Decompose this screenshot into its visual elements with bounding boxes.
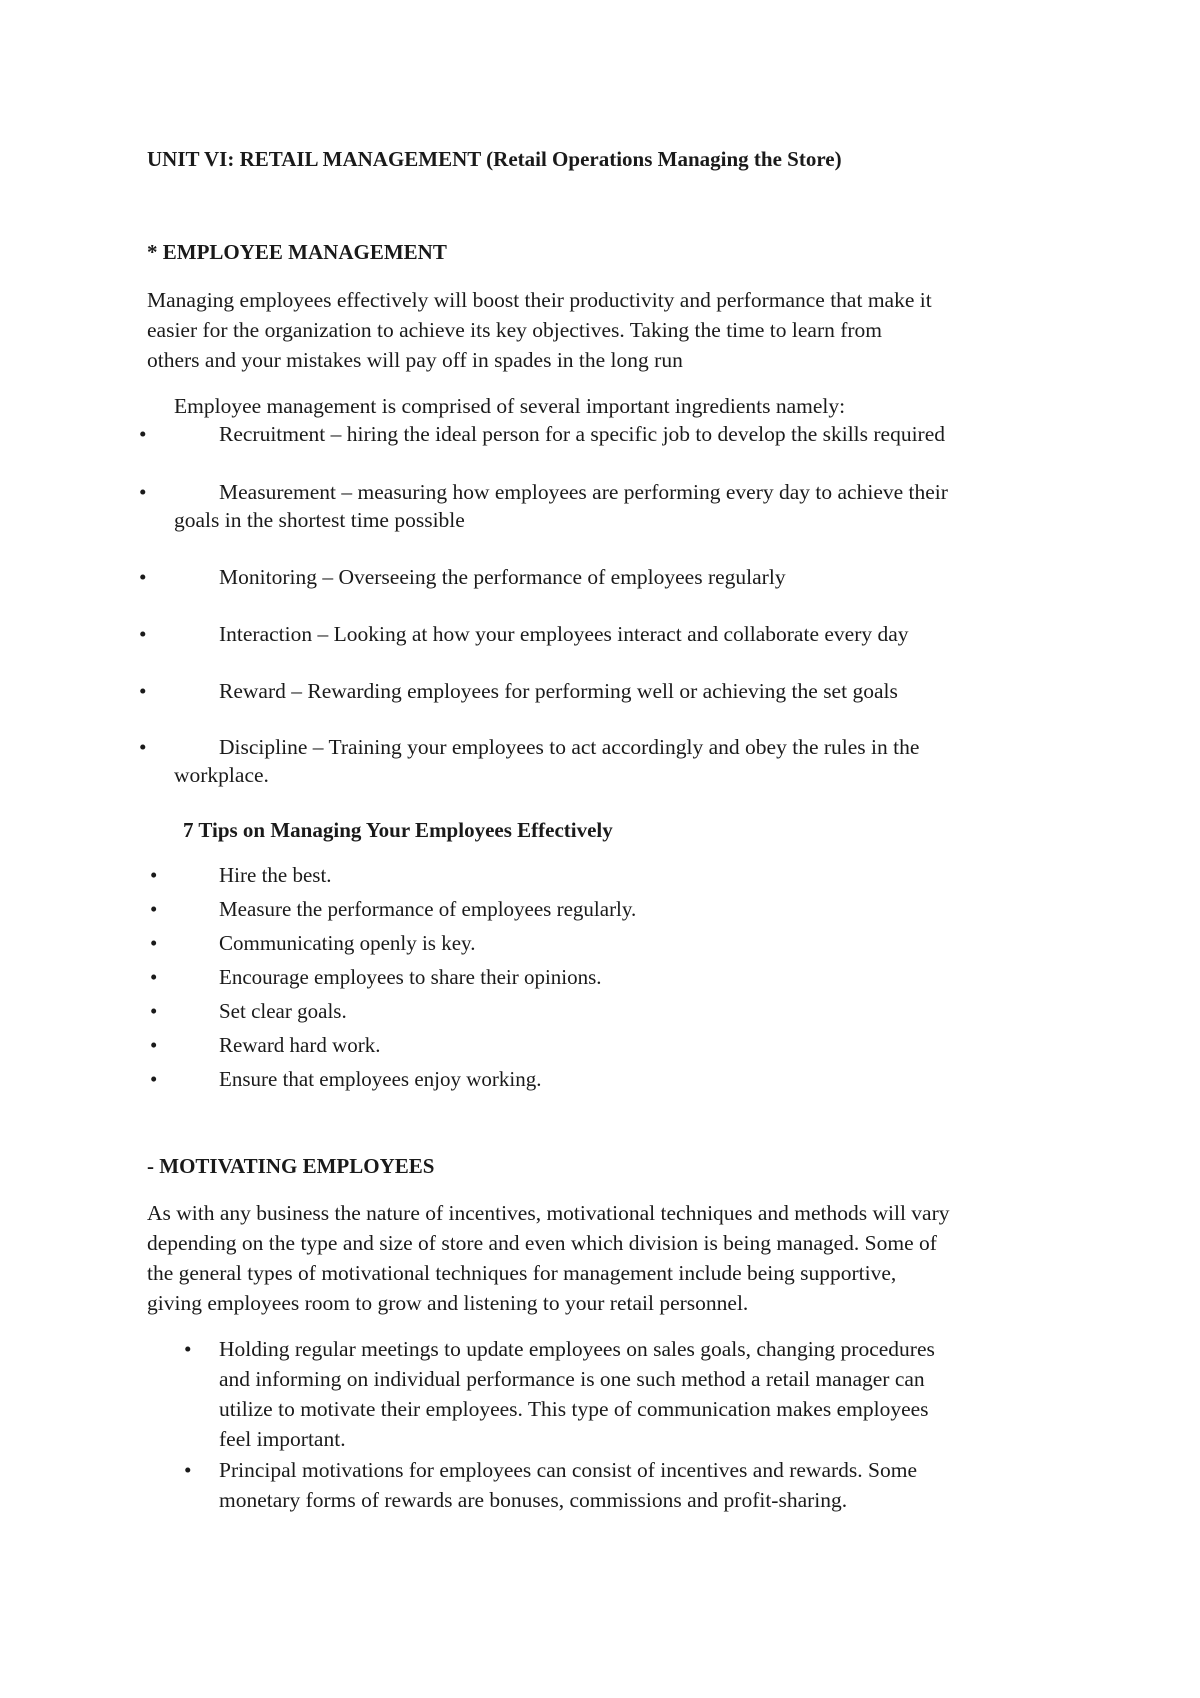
bullet-icon: • <box>150 1033 158 1057</box>
paragraph-line: others and your mistakes will pay off in spades in the long run <box>147 348 683 372</box>
document-title: UNIT VI: RETAIL MANAGEMENT (Retail Operations Managing the Store) <box>147 147 842 171</box>
bullet-icon: • <box>139 565 147 589</box>
bullet-line: feel important. <box>219 1427 346 1451</box>
bullet-icon: • <box>150 897 158 921</box>
bullet-icon: • <box>184 1337 192 1361</box>
bullet-line: Principal motivations for employees can consist of incentives and rewards. Some <box>219 1458 917 1482</box>
paragraph-line: depending on the type and size of store and even which division is being managed. Some of <box>147 1231 937 1255</box>
bullet-line: monetary forms of rewards are bonuses, commissions and profit-sharing. <box>219 1488 848 1512</box>
tip-text: Hire the best. <box>219 863 332 887</box>
bullet-icon: • <box>150 999 158 1023</box>
bullet-line: and informing on individual performance is one such method a retail manager can <box>219 1367 925 1391</box>
bullet-icon: • <box>139 622 147 646</box>
ingredients-intro: Employee management is comprised of several important ingredients namely: <box>174 394 846 418</box>
tip-text: Measure the performance of employees regularly. <box>219 897 637 921</box>
ingredient-text: Monitoring – Overseeing the performance of employees regularly <box>219 565 786 589</box>
bullet-icon: • <box>139 735 147 759</box>
motivating-paragraph <box>147 1198 1067 1318</box>
bullet-line: Holding regular meetings to update employees on sales goals, changing procedures <box>219 1337 935 1361</box>
ingredient-text: Recruitment – hiring the ideal person for a specific job to develop the skills required <box>219 422 946 446</box>
tip-text: Encourage employees to share their opinions. <box>219 965 602 989</box>
bullet-icon: • <box>150 931 158 955</box>
employee-management-heading: * EMPLOYEE MANAGEMENT <box>147 240 447 264</box>
bullet-icon: • <box>139 679 147 703</box>
ingredient-text: Interaction – Looking at how your employees interact and collaborate every day <box>219 622 909 646</box>
ingredient-continuation: workplace. <box>174 763 269 787</box>
motivating-heading: - MOTIVATING EMPLOYEES <box>147 1154 435 1178</box>
paragraph-line: As with any business the nature of incentives, motivational techniques and methods will vary <box>147 1201 950 1225</box>
employee-management-paragraph <box>147 285 1067 375</box>
tips-heading: 7 Tips on Managing Your Employees Effectively <box>183 818 613 842</box>
bullet-icon: • <box>150 965 158 989</box>
ingredient-text: Discipline – Training your employees to act accordingly and obey the rules in the <box>219 735 920 759</box>
paragraph-line: giving employees room to grow and listening to your retail personnel. <box>147 1291 749 1315</box>
paragraph-line: easier for the organization to achieve its key objectives. Taking the time to learn from <box>147 318 883 342</box>
paragraph-line: the general types of motivational techniques for management include being supportive, <box>147 1261 897 1285</box>
bullet-icon: • <box>150 1067 158 1091</box>
bullet-line: utilize to motivate their employees. This type of communication makes employees <box>219 1397 929 1421</box>
bullet-icon: • <box>139 422 147 446</box>
ingredient-text: Reward – Rewarding employees for performing well or achieving the set goals <box>219 679 898 703</box>
motivating-bullet <box>184 1334 1064 1454</box>
tip-text: Set clear goals. <box>219 999 347 1023</box>
paragraph-line: Managing employees effectively will boost their productivity and performance that make it <box>147 288 932 312</box>
motivating-bullet <box>184 1455 1064 1515</box>
tip-text: Communicating openly is key. <box>219 931 476 955</box>
bullet-icon: • <box>150 863 158 887</box>
bullet-icon: • <box>139 480 147 504</box>
ingredient-text: Measurement – measuring how employees are performing every day to achieve their <box>219 480 948 504</box>
bullet-icon: • <box>184 1458 192 1482</box>
ingredient-continuation: goals in the shortest time possible <box>174 508 465 532</box>
tip-text: Ensure that employees enjoy working. <box>219 1067 542 1091</box>
tip-text: Reward hard work. <box>219 1033 381 1057</box>
